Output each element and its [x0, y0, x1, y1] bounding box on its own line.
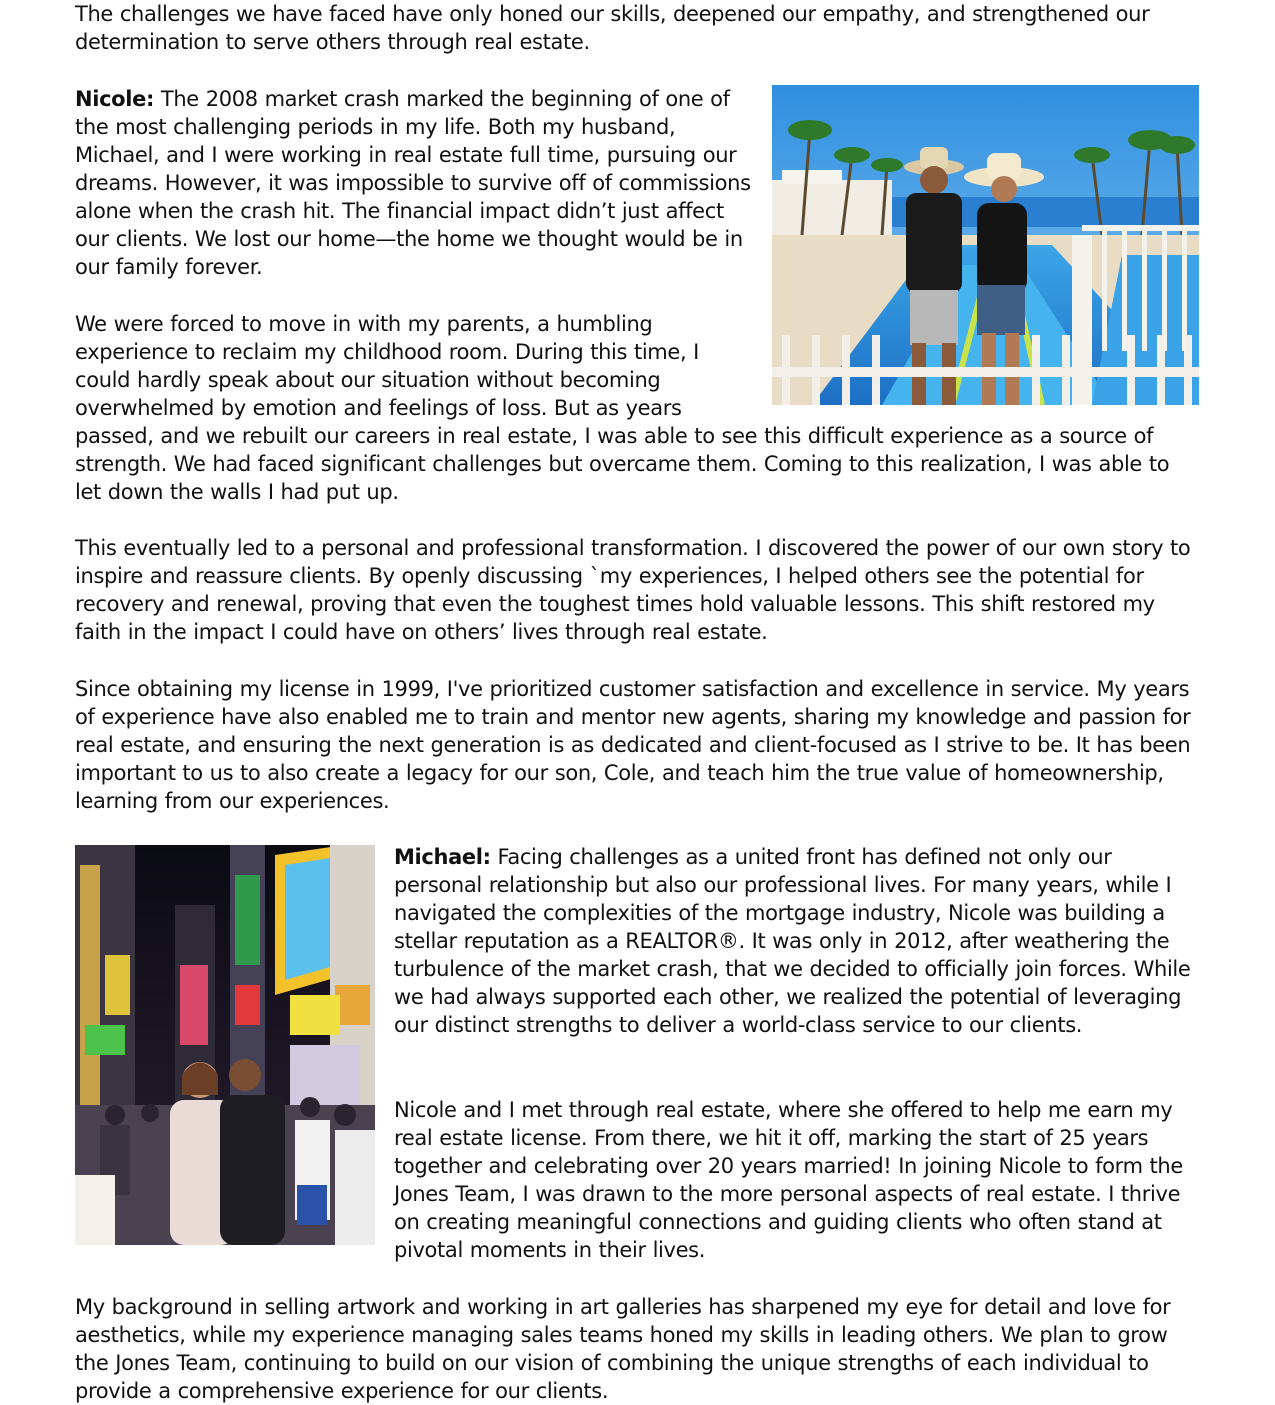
nicole-paragraph-3: This eventually led to a personal and professional transformation. I discovered the power of our own story to inspire and reassure clients. By openly discussing `my experiences, I helped others see the potential for recovery and renewal, proving that even the toughest times hold valuable lessons. This shift restored my faith in the impact I could have on others’ lives through real estate.: [75, 536, 1191, 644]
michael-speaker-label: Michael:: [394, 845, 491, 869]
michael-paragraph-2: Nicole and I met through real estate, where she offered to help me earn my real estate license. From there, we hit it off, marking the start of 25 years together and celebrating over 20 years married! In joining Nicole to form the Jones Team, I was drawn to the more personal aspects of real estate. I thrive on creating meaningful connections and guiding clients who often stand at pivotal moments in their lives.: [394, 1098, 1183, 1262]
michael-paragraph-1-text: Facing challenges as a united front has defined not only our personal relationship but also our professional lives. For many years, while I navigated the complexities of the mortgage industry, Nicole was building a stellar reputation as a REALTOR®. It was only in 2012, after weathering the turbulence of the market crash, that we decided to officially join forces. While we had always supported each other, we realized the potential of leveraging our distinct strengths to deliver a world-class service to our clients.: [394, 845, 1191, 1037]
nicole-paragraph-2-wrap: [75, 310, 1199, 506]
lead-paragraph: The challenges we have faced have only honed our skills, deepened our empathy, and strengthened our determination to serve others through real estate.: [75, 2, 1150, 54]
nicole-paragraph-4: Since obtaining my license in 1999, I've prioritized customer satisfaction and excellence in service. My years of experience have also enabled me to train and mentor new agents, sharing my knowledge and passion for real estate, and ensuring the next generation is as dedicated and client-focused as I strive to be. It has been important to us to also create a legacy for our son, Cole, and teach him the true value of homeownership, learning from our experiences.: [75, 677, 1191, 813]
photo-wrap-spacer: [772, 310, 1199, 405]
times-square-couple-photo: [75, 845, 375, 1245]
nicole-paragraph-1-text: The 2008 market crash marked the beginning of one of the most challenging periods in my life. Both my husband, Michael, and I were working in real estate full time, pursuing our dreams. However, it was impossible to survive off of commissions alone when the crash hit. The financial impact didn’t just affect our clients. We lost our home—the home we thought would be in our family forever.: [75, 87, 751, 279]
nicole-speaker-label: Nicole:: [75, 87, 155, 111]
nicole-paragraph-2: We were forced to move in with my parents, a humbling experience to reclaim my childhood room. During this time, I could hardly speak about our situation without becoming overwhelmed by emotion and feelings of loss. But as years passed, and we rebuilt our careers in real estate, I was able to see this difficult experience as a source of strength. We had faced significant challenges but overcame them. Coming to this realization, I was able to let down the walls I had put up.: [75, 312, 1170, 504]
michael-paragraph-3: My background in selling artwork and working in art galleries has sharpened my eye for detail and love for aesthetics, while my experience managing sales teams honed my skills in leading others. We plan to grow the Jones Team, continuing to build on our vision of combining the unique strengths of each individual to provide a comprehensive experience for our clients.: [75, 1295, 1171, 1403]
